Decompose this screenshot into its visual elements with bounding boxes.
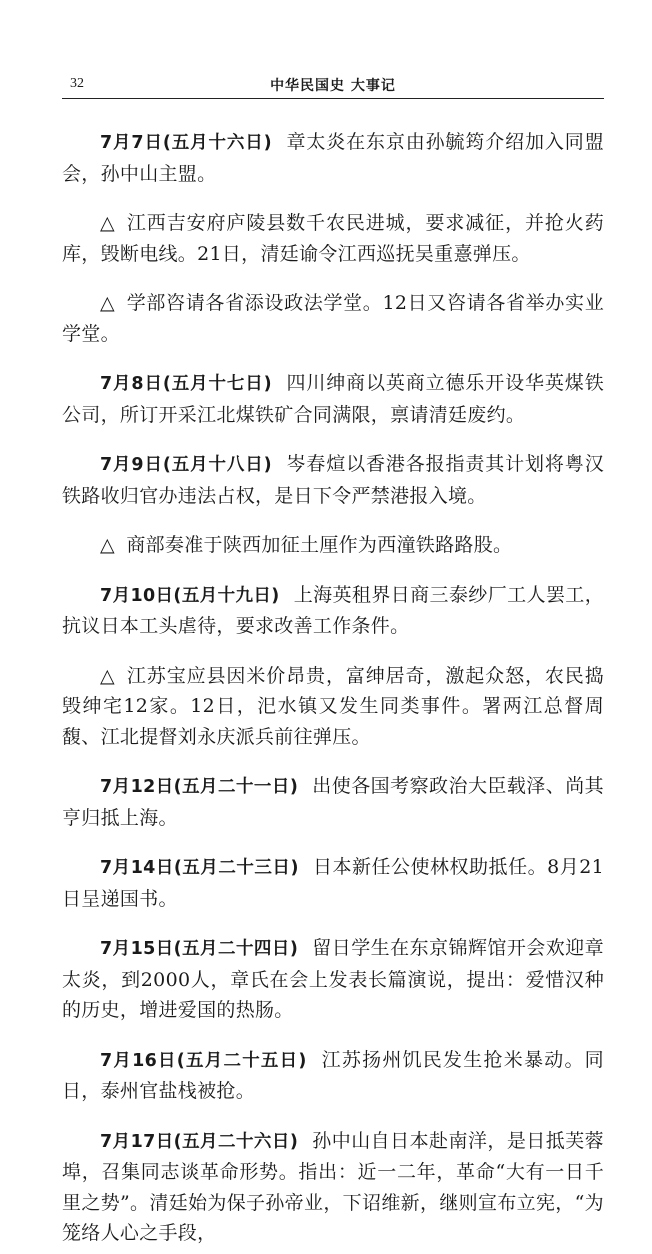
entry-text: 四川绅商以英商立德乐开设华英煤铁公司，所订开采江北煤铁矿合同满限，禀请清廷废约。 bbox=[62, 372, 604, 426]
entry-date: 7月9日(五月十八日) bbox=[100, 455, 272, 475]
entry-text: 学部咨请各省添设政法学堂。12日又咨请各省举办实业学堂。 bbox=[62, 292, 604, 345]
chronicle-entry bbox=[62, 852, 604, 914]
chronicle-entry bbox=[62, 661, 604, 753]
entry-date: 7月17日(五月二十六日) bbox=[100, 1131, 299, 1152]
entry-text: 留日学生在东京锦辉馆开会欢迎章太炎，到2000人，章氏在会上发表长篇演说，提出：爱惜汉种的历史，增进爱国的热肠。 bbox=[62, 937, 604, 1021]
book-title: 中华民国史 大事记 bbox=[270, 78, 396, 94]
entry-text: 江苏扬州饥民发生抢米暴动。同日，泰州官盐栈被抢。 bbox=[62, 1048, 604, 1102]
chronicle-entries bbox=[62, 108, 604, 1254]
running-header bbox=[62, 74, 604, 99]
entry-text: 江西吉安府庐陵县数千农民进城，要求减征，并抢火药库，毁断电线。21日，清廷谕令江西巡抚吴重憙弹压。 bbox=[62, 212, 604, 265]
chronicle-entry bbox=[62, 449, 604, 511]
entry-text: 出使各国考察政治大臣载泽、尚其亨归抵上海。 bbox=[62, 775, 604, 829]
entry-date: 7月16日(五月二十五日) bbox=[100, 1050, 307, 1071]
entry-text: 商部奏准于陕西加征土厘作为西潼铁路路股。 bbox=[126, 534, 513, 556]
chronicle-entry bbox=[62, 933, 604, 1026]
entry-date: 7月8日(五月十七日) bbox=[100, 374, 272, 394]
chronicle-entry bbox=[62, 288, 604, 349]
entry-text: 孙中山自日本赴南洋，是日抵芙蓉埠，召集同志谈革命形势。指出：近一二年，革命“大有一日千里之势”。清廷始为保子孙帝业，下诏维新，继则宣布立宪，“为笼络人心之手段， bbox=[62, 1129, 604, 1244]
entry-text: 岑春煊以香港各报指责其计划将粤汉铁路收归官办违法占权，是日下令严禁港报入境。 bbox=[62, 453, 604, 507]
entry-date: 7月10日(五月十九日) bbox=[100, 585, 280, 606]
page-number: 32 bbox=[70, 76, 84, 91]
chronicle-entry bbox=[62, 368, 604, 430]
entry-text: 章太炎在东京由孙毓筠介绍加入同盟会，孙中山主盟。 bbox=[62, 131, 604, 185]
entry-date: 7月12日(五月二十一日) bbox=[100, 777, 299, 797]
triangle-marker-icon: △ bbox=[100, 292, 116, 314]
triangle-marker-icon: △ bbox=[100, 212, 116, 234]
chronicle-entry bbox=[62, 1045, 604, 1107]
chronicle-entry bbox=[62, 580, 604, 642]
triangle-marker-icon: △ bbox=[100, 664, 116, 687]
chronicle-entry bbox=[62, 1126, 604, 1249]
triangle-marker-icon: △ bbox=[100, 534, 115, 556]
entry-text: 上海英租界日商三泰纱厂工人罢工，抗议日本工头虐待，要求改善工作条件。 bbox=[62, 583, 605, 637]
entry-text: 日本新任公使林权助抵任。8月21日呈递国书。 bbox=[62, 856, 604, 910]
entry-date: 7月15日(五月二十四日) bbox=[100, 939, 299, 959]
chronicle-entry bbox=[62, 771, 604, 833]
chronicle-entry bbox=[62, 530, 604, 561]
entry-text: 江苏宝应县因米价昂贵，富绅居奇，激起众怒，农民捣毁绅宅12家。12日，汜水镇又发生同类事件。署两江总督周馥、江北提督刘永庆派兵前往弹压。 bbox=[62, 664, 604, 748]
entry-date: 7月7日(五月十六日) bbox=[100, 133, 272, 153]
entry-date: 7月14日(五月二十三日) bbox=[100, 858, 299, 878]
chronicle-entry bbox=[62, 208, 604, 269]
chronicle-entry bbox=[62, 127, 604, 189]
